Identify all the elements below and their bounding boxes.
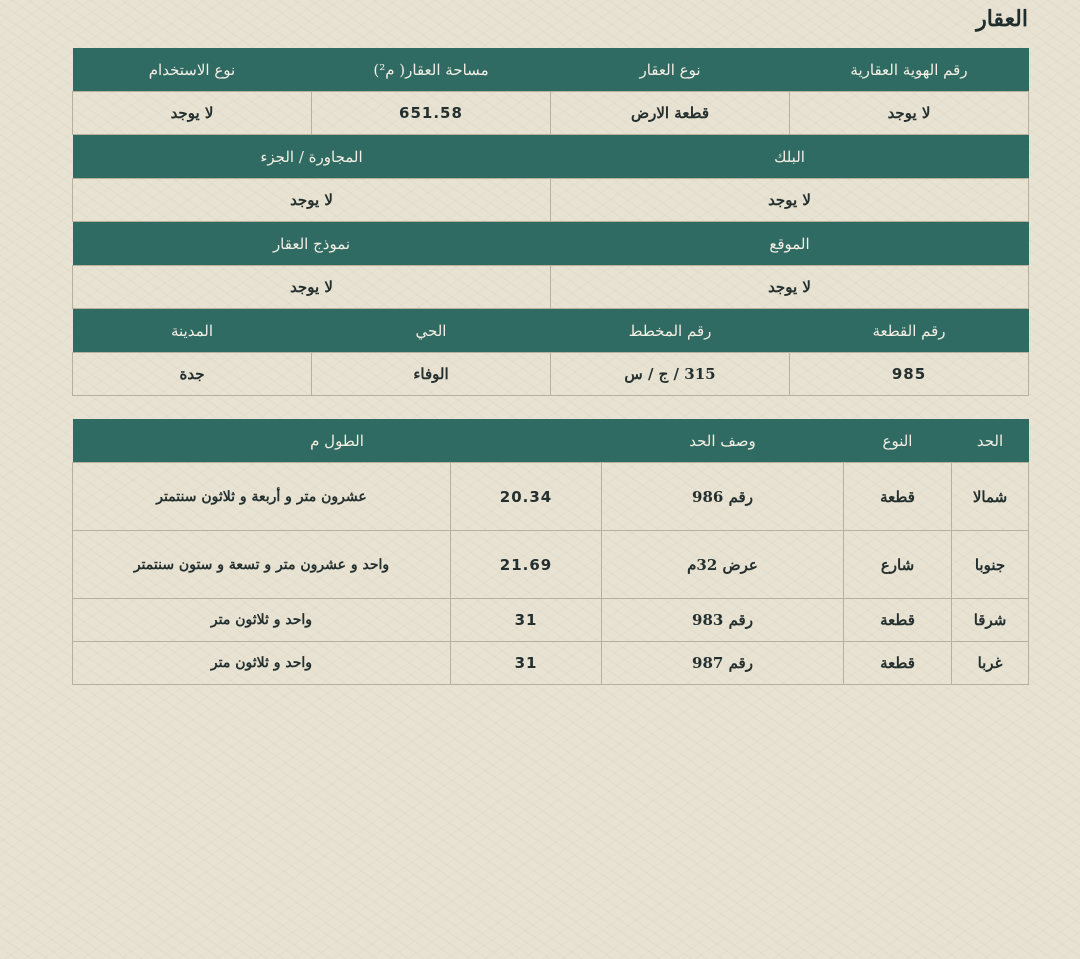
cell-length-number: 31 [451, 599, 602, 642]
table-row [73, 599, 1029, 642]
header-row [73, 309, 1029, 353]
cell-length-number: 20.34 [451, 463, 602, 531]
header-plot-number: رقم القطعة [790, 309, 1029, 353]
cell-description: رقم 983 [602, 599, 844, 642]
cell-description: رقم 987 [602, 642, 844, 685]
cell-description: عرض 32م [602, 531, 844, 599]
header-row [73, 48, 1029, 92]
cell-length-number: 31 [451, 642, 602, 685]
property-details-table [72, 48, 1029, 396]
boundaries-table [72, 419, 1029, 685]
value-property-model: لا يوجد [73, 266, 551, 309]
cell-type: قطعة [844, 463, 952, 531]
header-usage-type: نوع الاستخدام [73, 48, 312, 92]
header-row [73, 135, 1029, 179]
value-property-id: لا يوجد [790, 92, 1029, 135]
value-plot-number: 985 [790, 353, 1029, 396]
cell-side: شرقا [952, 599, 1029, 642]
header-row [73, 222, 1029, 266]
value-neighborhood-part: لا يوجد [73, 179, 551, 222]
header-boundary-description: وصف الحد [602, 419, 844, 463]
table-row [73, 642, 1029, 685]
cell-side: جنوبا [952, 531, 1029, 599]
header-property-id: رقم الهوية العقارية [790, 48, 1029, 92]
cell-length-text: واحد و عشرون متر و تسعة و ستون سنتمتر [73, 531, 451, 599]
cell-length-text: عشرون متر و أربعة و ثلاثون سنتمتر [73, 463, 451, 531]
cell-description: رقم 986 [602, 463, 844, 531]
header-boundary-type: النوع [844, 419, 952, 463]
header-property-type: نوع العقار [551, 48, 790, 92]
value-block: لا يوجد [551, 179, 1029, 222]
page-title: العقار [976, 6, 1028, 32]
value-location: لا يوجد [551, 266, 1029, 309]
header-length: الطول م [73, 419, 602, 463]
value-property-type: قطعة الارض [551, 92, 790, 135]
value-row [73, 179, 1029, 222]
table-row [73, 463, 1029, 531]
value-city: جدة [73, 353, 312, 396]
cell-length-number: 21.69 [451, 531, 602, 599]
header-block: البلك [551, 135, 1029, 179]
header-property-model: نموذج العقار [73, 222, 551, 266]
cell-side: شمالا [952, 463, 1029, 531]
value-row [73, 92, 1029, 135]
cell-length-text: واحد و ثلاثون متر [73, 642, 451, 685]
header-location: الموقع [551, 222, 1029, 266]
value-row [73, 353, 1029, 396]
value-usage-type: لا يوجد [73, 92, 312, 135]
header-district: الحي [312, 309, 551, 353]
header-side: الحد [952, 419, 1029, 463]
value-district: الوفاء [312, 353, 551, 396]
header-plan-number: رقم المخطط [551, 309, 790, 353]
cell-type: قطعة [844, 642, 952, 685]
header-city: المدينة [73, 309, 312, 353]
cell-side: غربا [952, 642, 1029, 685]
table-row [73, 531, 1029, 599]
cell-type: شارع [844, 531, 952, 599]
header-property-area: مساحة العقار( م²) [312, 48, 551, 92]
cell-type: قطعة [844, 599, 952, 642]
cell-length-text: واحد و ثلاثون متر [73, 599, 451, 642]
header-neighborhood-part: المجاورة / الجزء [73, 135, 551, 179]
value-property-area: 651.58 [312, 92, 551, 135]
value-plan-number: 315 / ج / س [551, 353, 790, 396]
value-row [73, 266, 1029, 309]
header-row [73, 419, 1029, 463]
